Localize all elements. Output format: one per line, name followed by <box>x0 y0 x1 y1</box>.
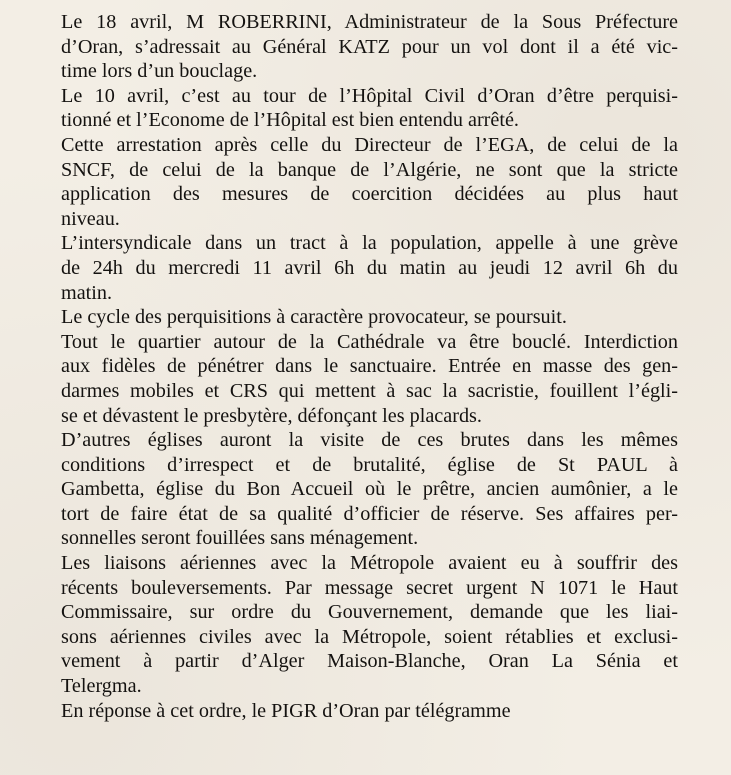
text-line: En réponse à cet ordre, le PIGR d’Oran par télégramme <box>61 699 511 722</box>
text-line: se et dévastent le presbytère, défonçant les placards. <box>61 404 482 427</box>
text-line: Cette arrestation après celle du Directeur de l’EGA, de celui de la <box>61 133 678 156</box>
text-line: conditions d’irrespect et de brutalité, église de St PAUL à <box>61 453 678 476</box>
text-line: Le 18 avril, M ROBERRINI, Administrateur de la Sous Préfecture <box>61 11 678 33</box>
text-line: darmes mobiles et CRS qui mettent à sac la sacristie, fouillent l’égli- <box>61 379 678 402</box>
text-line: tionné et l’Econome de l’Hôpital est bien entendu arrêté. <box>61 109 519 132</box>
text-line: aux fidèles de pénétrer dans le sanctuaire. Entrée en masse des gen- <box>61 355 678 378</box>
text-line: d’Oran, s’adressait au Général KATZ pour un vol dont il a été vic- <box>61 35 678 58</box>
text-line: vement à partir d’Alger Maison-Blanche, Oran La Sénia et <box>61 650 678 673</box>
text-line: L’intersyndicale dans un tract à la population, appelle à une grève <box>61 232 678 255</box>
text-line: Gambetta, église du Bon Accueil où le prêtre, ancien aumônier, a le <box>61 478 678 501</box>
text-line: matin. <box>61 281 113 304</box>
text-line: niveau. <box>61 207 120 230</box>
text-line: SNCF, de celui de la banque de l’Algérie, ne sont que la stricte <box>61 158 678 181</box>
text-line: Le 10 avril, c’est au tour de l’Hôpital Civil d’Oran d’être perquisi- <box>61 84 678 107</box>
text-line: tort de faire état de sa qualité d’officier de réserve. Ses affaires per- <box>61 502 678 525</box>
text-line: time lors d’un bouclage. <box>61 60 258 83</box>
text-line: Tout le quartier autour de la Cathédrale va être bouclé. Interdiction <box>61 330 678 353</box>
text-line: D’autres églises auront la visite de ces brutes dans les mêmes <box>61 429 678 452</box>
text-line: sons aériennes civiles avec la Métropole, soient rétablies et exclusi- <box>61 625 678 648</box>
text-line: sonnelles seront fouillées sans ménagement. <box>61 527 419 550</box>
text-line: Les liaisons aériennes avec la Métropole avaient eu à souffrir des <box>61 552 678 575</box>
text-line: application des mesures de coercition décidées au plus haut <box>61 183 678 206</box>
text-line: Le cycle des perquisitions à caractère provocateur, se poursuit. <box>61 306 567 329</box>
text-line: Telergma. <box>61 675 142 698</box>
body-text <box>61 10 678 723</box>
text-line: de 24h du mercredi 11 avril 6h du matin au jeudi 12 avril 6h du <box>61 256 678 279</box>
text-line: Commissaire, sur ordre du Gouvernement, demande que les liai- <box>61 601 678 624</box>
text-line: récents bouleversements. Par message secret urgent N 1071 le Haut <box>61 576 678 599</box>
